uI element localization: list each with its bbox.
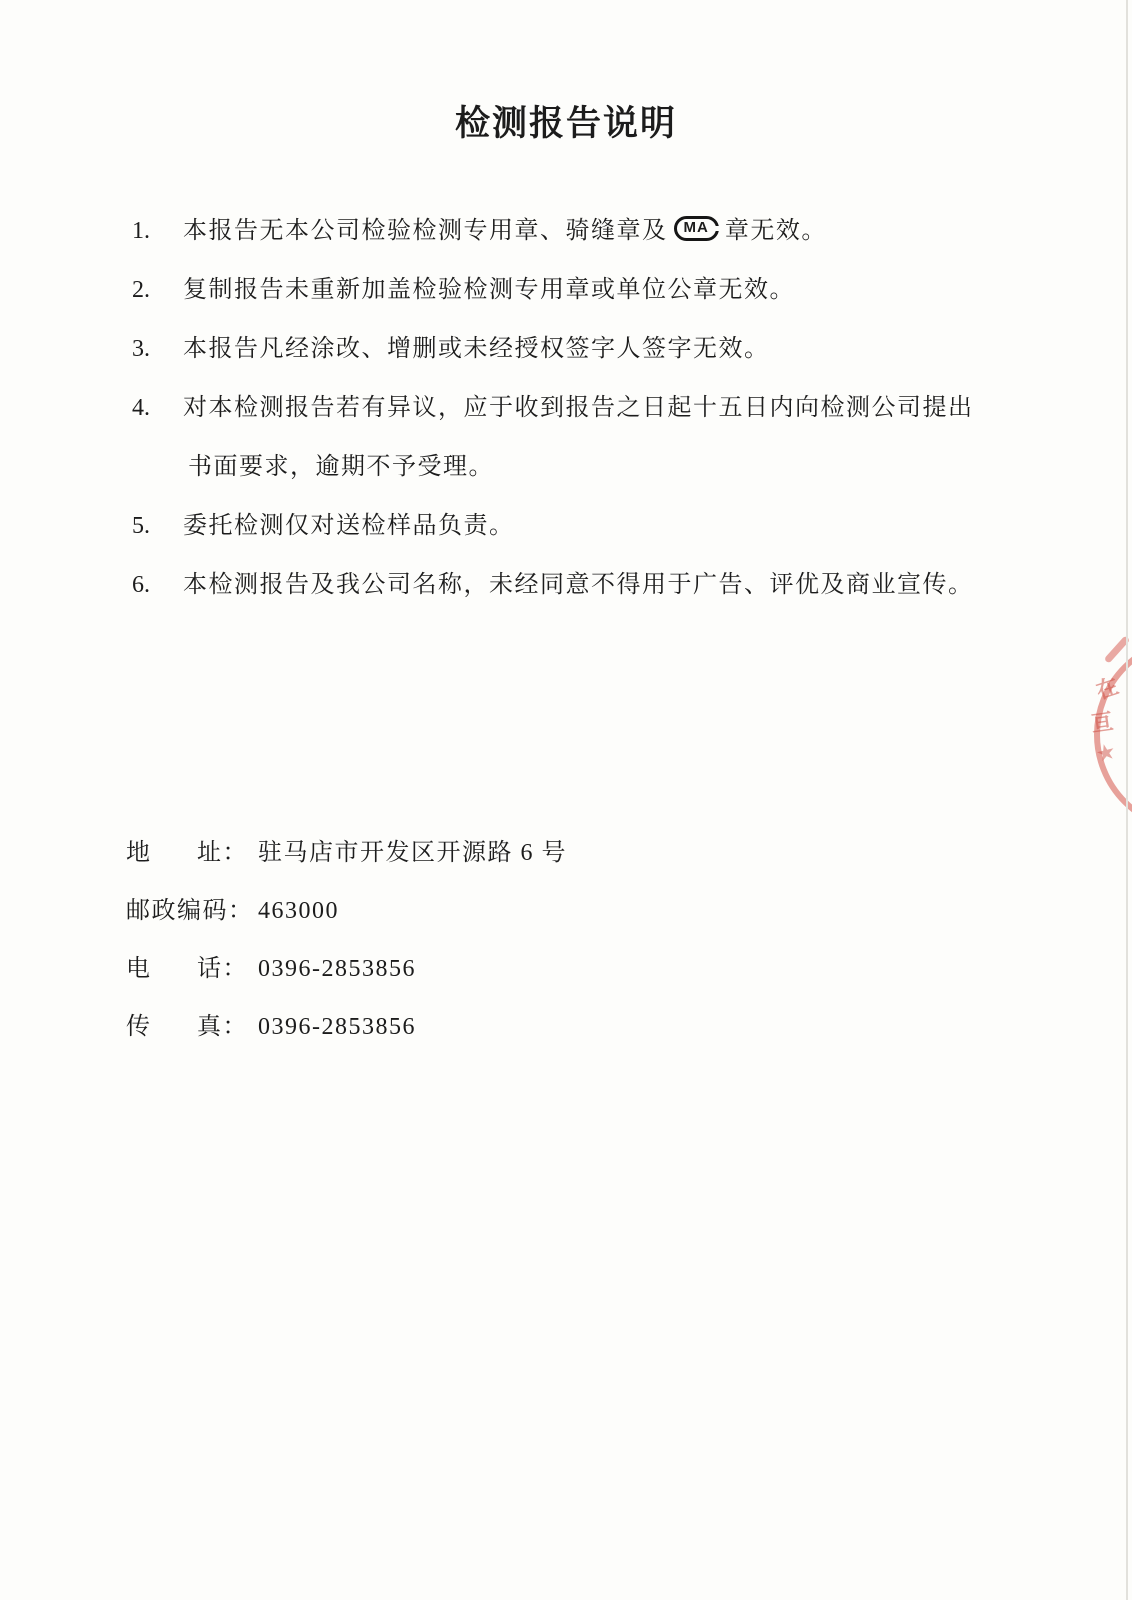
contact-label-part: 邮政编码： <box>126 898 254 924</box>
note-number: 1. <box>132 218 150 244</box>
seal-character-fragment: 亘 <box>1089 708 1115 737</box>
cma-accreditation-icon: MA <box>674 216 719 241</box>
contact-row-postal-code <box>0 896 1132 927</box>
contact-label <box>126 1012 248 1043</box>
page-title: 检测报告说明 <box>454 104 677 143</box>
scan-edge-line <box>1126 0 1128 1600</box>
note-item-4 <box>0 393 1132 424</box>
notes-list <box>0 216 1132 601</box>
note-text: 章无效。 <box>724 218 827 244</box>
note-text: 复制报告未重新加盖检验检测专用章或单位公章无效。 <box>183 277 795 303</box>
fax-value: 0396-2853856 <box>258 1014 416 1040</box>
note-number: 5. <box>132 513 150 539</box>
contact-label <box>126 838 248 869</box>
note-item-6 <box>0 570 1132 601</box>
note-item-2 <box>0 275 1132 306</box>
note-text: 对本检测报告若有异议，应于收到报告之日起十五日内向检测公司提出 <box>183 395 974 421</box>
contact-label <box>126 954 248 985</box>
note-item-4-line-2 <box>0 452 1132 483</box>
note-number: 3. <box>132 336 150 362</box>
note-text: 书面要求，逾期不予受理。 <box>188 454 494 480</box>
contact-label-part: 电 <box>126 956 152 982</box>
contact-row-address <box>0 838 1132 869</box>
contact-label <box>126 896 254 927</box>
note-text: 委托检测仅对送检样品负责。 <box>183 513 515 539</box>
note-item-5 <box>0 511 1132 542</box>
red-seal-stamp <box>1054 618 1132 833</box>
seal-star-fragment: ★ <box>1093 737 1119 768</box>
contact-label-part: 地 <box>126 840 152 866</box>
note-number: 4. <box>132 395 150 421</box>
address-value: 驻马店市开发区开源路 6 号 <box>258 840 567 866</box>
contact-label-part: 真： <box>197 1014 248 1040</box>
note-number: 2. <box>132 277 150 303</box>
contact-row-fax <box>0 1012 1132 1043</box>
contact-row-phone <box>0 954 1132 985</box>
note-number: 6. <box>132 572 150 598</box>
note-text: 本报告凡经涂改、增删或未经授权签字人签字无效。 <box>183 336 770 362</box>
postal-code-value: 463000 <box>258 898 339 924</box>
phone-value: 0396-2853856 <box>258 956 416 982</box>
contact-label-part: 话： <box>197 956 248 982</box>
note-text: 本报告无本公司检验检测专用章、骑缝章及 <box>183 218 668 244</box>
contact-block <box>0 838 1132 1043</box>
note-item-3 <box>0 334 1132 365</box>
contact-label-part: 传 <box>126 1014 152 1040</box>
note-item-1 <box>0 216 1132 247</box>
note-text: 本检测报告及我公司名称，未经同意不得用于广告、评优及商业宣传。 <box>183 572 974 598</box>
contact-label-part: 址： <box>197 840 248 866</box>
seal-character-fragment: 在 <box>1092 673 1122 704</box>
